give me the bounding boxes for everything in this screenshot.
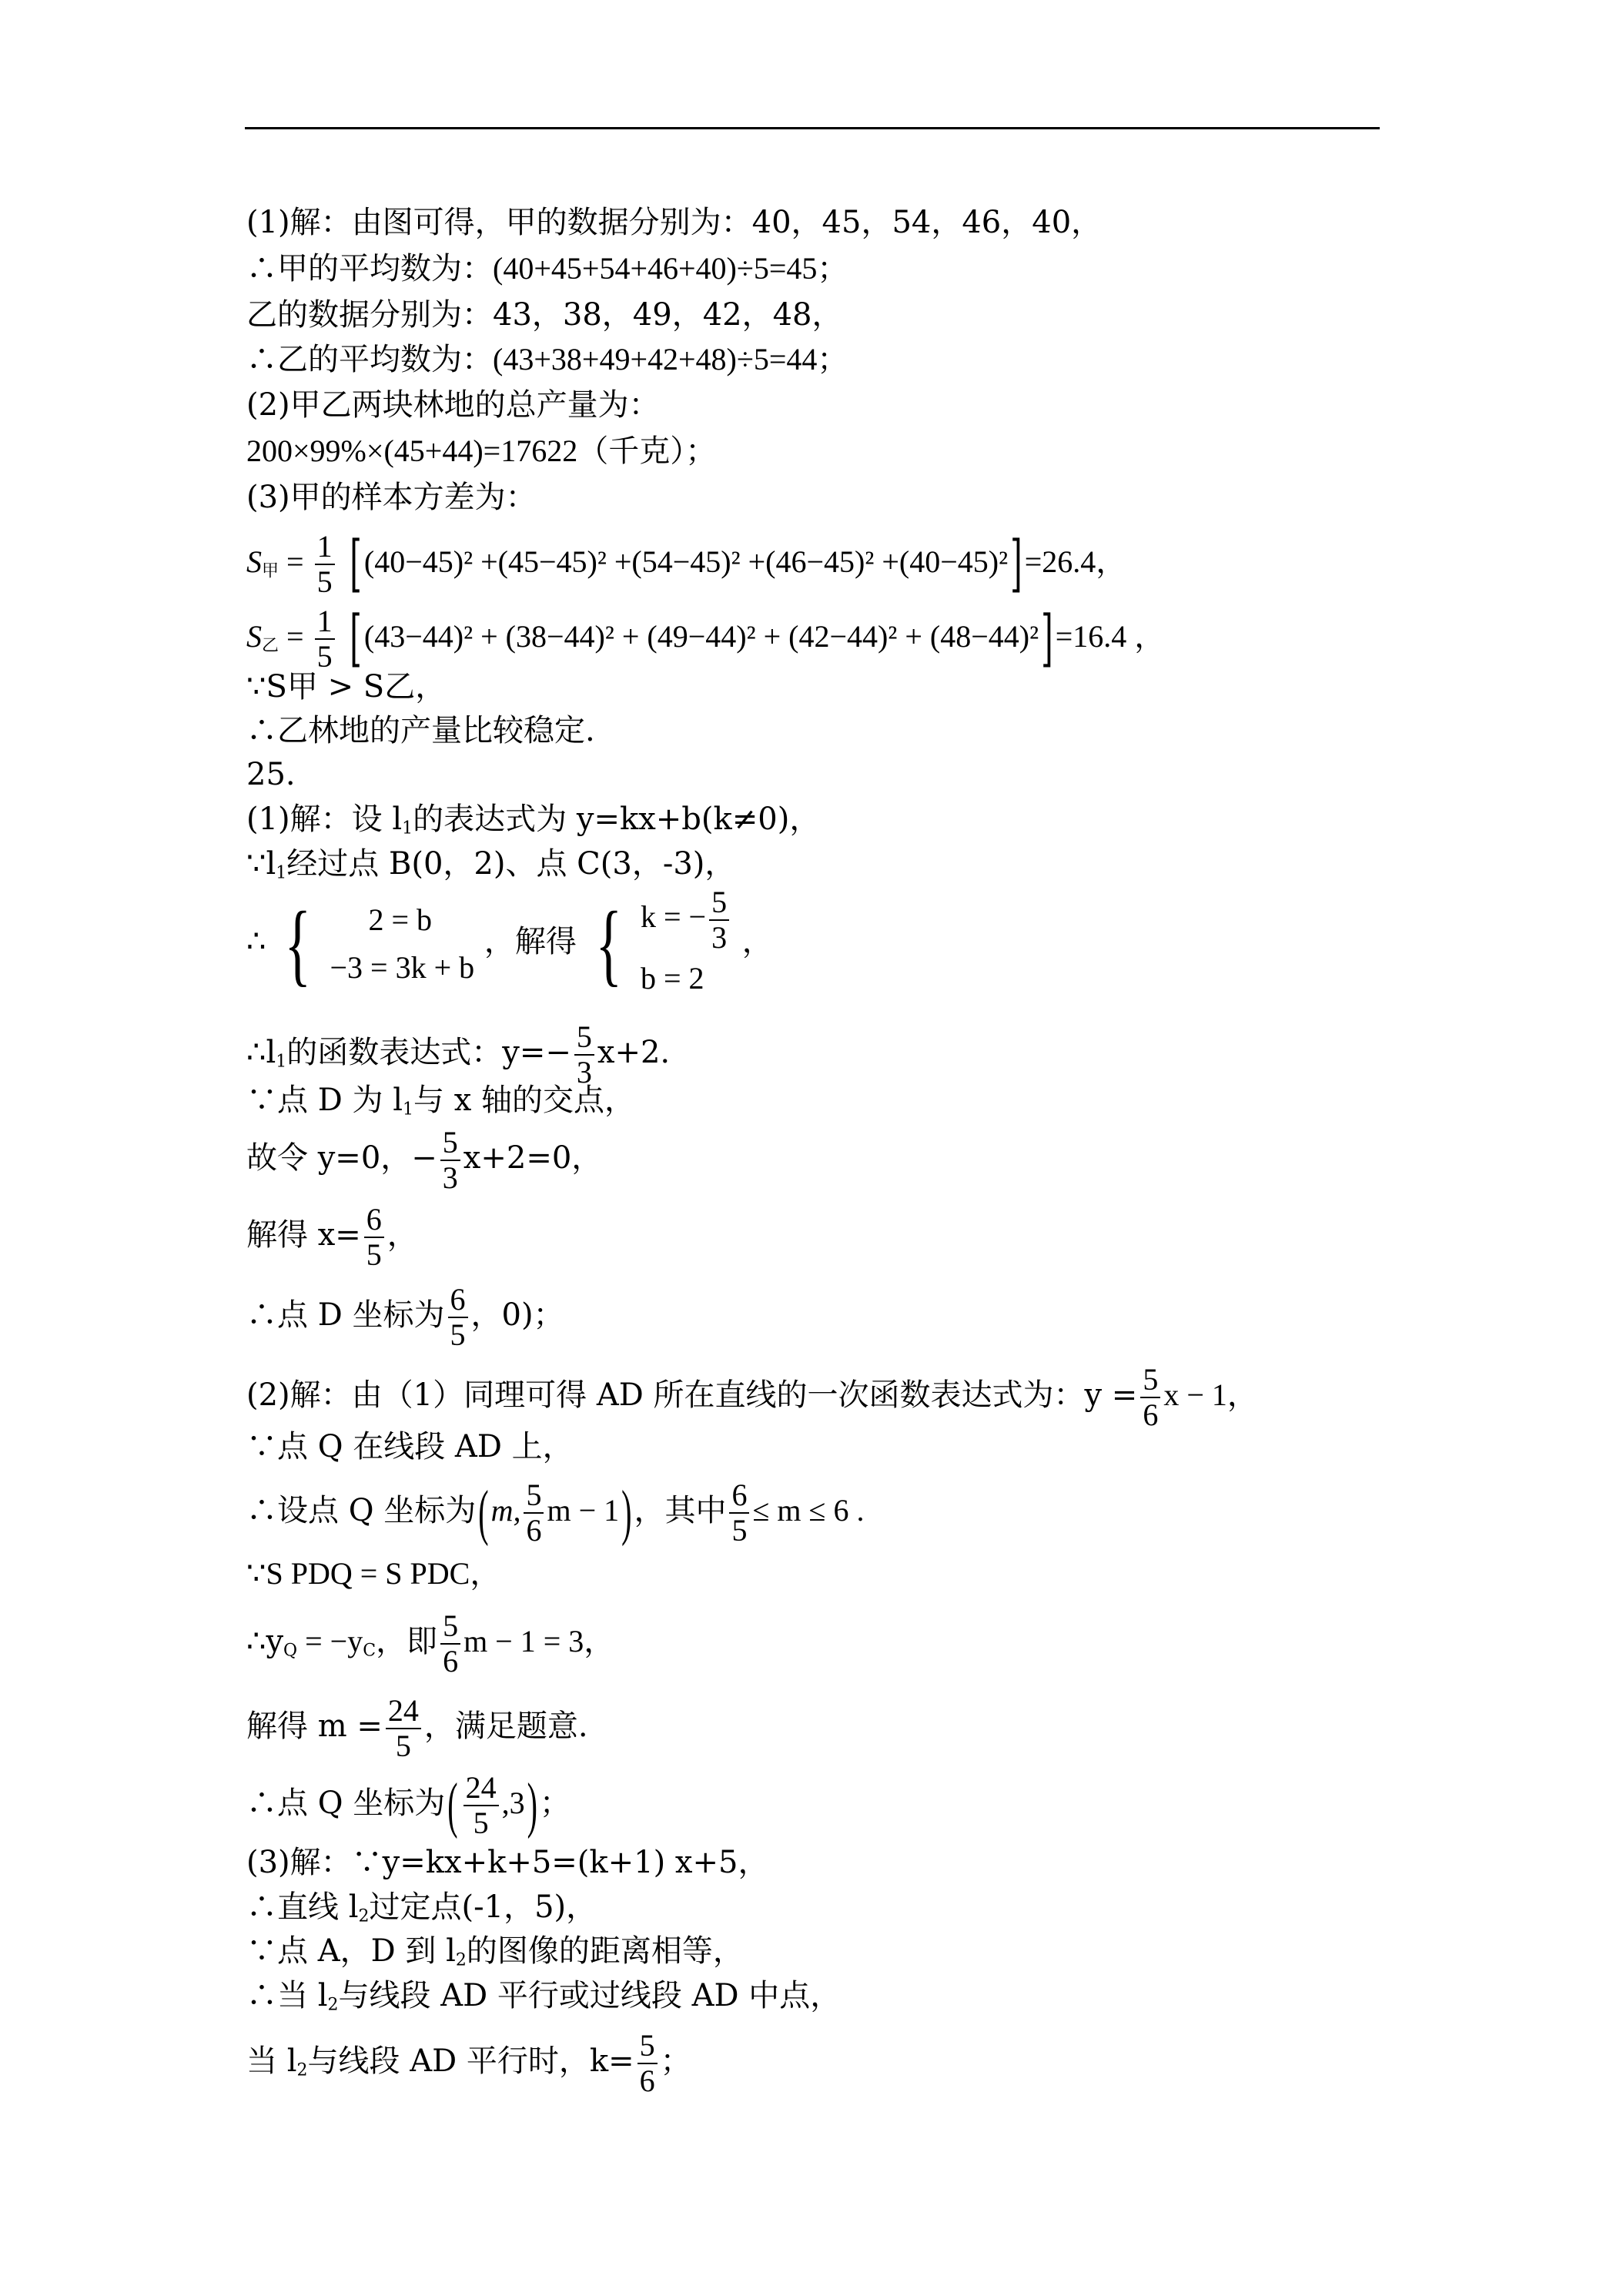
line-21: (2)解：由（1）同理可得 AD 所在直线的一次函数表达式为：y = $\frac{5}{6}$ x − 1， [246, 1362, 1258, 1432]
line-16: $\therefore l_1$的函数表达式：y=− $\frac{5}{3}$ x+2. [246, 1019, 671, 1089]
line-22: ∵点 Q 在线段 AD 上， [246, 1429, 574, 1464]
line-18: 故令 y=0，− $\frac{5}{3}$ x+2=0， [246, 1125, 603, 1195]
line-1: (1)解：由图可得，甲的数据分别为：40，45，54，46，40， [246, 205, 1103, 240]
line-27: ∴点 Q 坐标为( $\frac{24}{5}$ ,3)； [246, 1770, 571, 1840]
line-10: ∵S甲 > S乙， [246, 669, 447, 705]
line-17: ∵点 D 为 $l_1$与 x 轴的交点， [246, 1083, 636, 1120]
line-29: ∴直线 $l_2$过定点(-1，5)， [246, 1889, 597, 1926]
line-2: ∴甲的平均数为：(40+45+54+46+40)÷5=45； [246, 251, 848, 286]
line-25: $\therefore y_Q = -y_C$，即 $\frac{5}{6}$ m − 1 = 3， [246, 1608, 615, 1678]
line-6: 200×99%×(45+44)=17622（千克）； [246, 433, 717, 469]
line-26: 解得 m = $\frac{24}{5}$ ，满足题意. [246, 1693, 588, 1763]
line-14: $\because l_1$经过点 B(0，2)、点 C(3，-3)， [246, 846, 736, 883]
line-7: (3)甲的样本方差为： [246, 480, 537, 515]
variance-jia: $S_甲$ = $\frac{1}{5}$ [(40−45)² +(45−45)² +(54−45)² +(46−45)² +(40−45)²]=26.4， [246, 529, 1127, 600]
line-30: ∵点 A，D 到 $l_2$的图像的距离相等， [246, 1933, 744, 1970]
line-11: ∴乙林地的产量比较稳定. [246, 713, 595, 748]
variance-yi: $S_乙$ = $\frac{1}{5}$ [(43−44)² + (38−44)² + (49−44)² + (42−44)² + (48−44)²]=16.4 ， [246, 604, 1166, 674]
line-5: (2)甲乙两块林地的总产量为： [246, 387, 660, 423]
line-32: 当 $l_2$与线段 AD 平行时，k= $\frac{5}{6}$ ； [246, 2028, 691, 2098]
line-31: ∴当 $l_2$与线段 AD 平行或过线段 AD 中点， [246, 1978, 842, 2015]
line-19: 解得 x= $\frac{6}{5}$ ， [246, 1202, 418, 1272]
problem-number-25: 25. [246, 757, 296, 792]
line-28: (3)解：∵y=kx+k+5=(k+1) x+5， [246, 1845, 769, 1880]
line-20: ∴点 D 坐标为 $\frac{6}{5}$ ，0)； [246, 1282, 564, 1352]
line-4: ∴乙的平均数为：(43+38+49+42+48)÷5=44； [246, 342, 848, 377]
line-3: 乙的数据分别为：43，38，49，42，48， [246, 297, 843, 333]
line-24: ∵S PDQ = S PDC， [246, 1556, 501, 1591]
line-23: ∴设点 Q 坐标为(m, $\frac{5}{6}$ m − 1)，其中 $\frac{6}{5}$ ≤ m ≤ 6 . [246, 1478, 865, 1548]
header-rule [245, 127, 1380, 129]
equation-system: ∴ { 2 = b −3 = 3k + b ，解得 { k = − $\frac{5}{3}$ b = 2 ， [246, 885, 773, 996]
line-13: (1)解：设 $l_1$的表达式为 y=kx+b(k≠0)， [246, 802, 821, 838]
